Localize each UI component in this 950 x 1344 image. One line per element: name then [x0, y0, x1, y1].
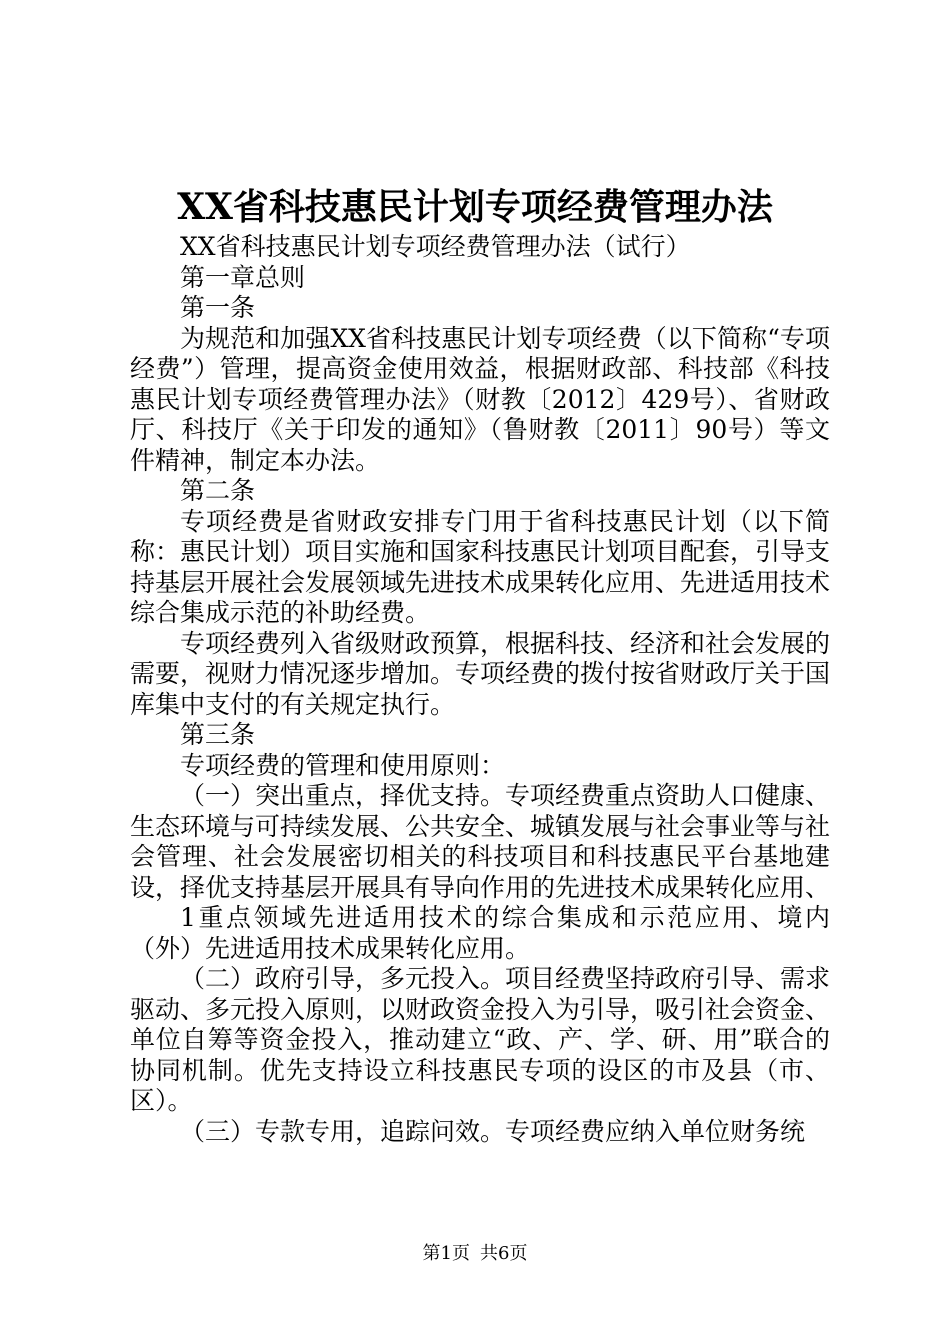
body-paragraph: 专项经费的管理和使用原则： [180, 750, 506, 780]
document-body [130, 232, 830, 1147]
body-paragraph: 1重点领域先进适用技术的综合集成和示范应用、境内（外）先进适用技术成果转化应用。 [130, 903, 830, 963]
body-paragraph: （三）专款专用，追踪问效。专项经费应纳入单位财务统 [180, 1116, 806, 1146]
article-heading: 第一条 [180, 293, 256, 322]
article-heading: 第二条 [180, 476, 256, 505]
page-number: 第1页 [422, 1243, 470, 1264]
body-paragraph: 为规范和加强XX省科技惠民计划专项经费（以下简称“专项经费”）管理，提高资金使用效益，根据财政部、科技部《科技惠民计划专项经费管理办法》（财教〔2012〕429号）、省财政厅、科技厅《关于印发的通知》（鲁财教〔2011〕90号）等文件精神，制定本办法。 [130, 323, 830, 475]
article-heading: 第三条 [180, 720, 256, 749]
body-paragraph: （一）突出重点，择优支持。专项经费重点资助人口健康、生态环境与可持续发展、公共安全、城镇发展与社会事业等与社会管理、社会发展密切相关的科技项目和科技惠民平台基地建设，择优支持基层开展具有导向作用的先进技术成果转化应用、 [130, 781, 831, 902]
page-title: XX省科技惠民计划专项经费管理办法 [177, 186, 773, 228]
page-footer [0, 1242, 950, 1266]
body-paragraph: （二）政府引导，多元投入。项目经费坚持政府引导、需求驱动、多元投入原则，以财政资金投入为引导，吸引社会资金、单位自筹等资金投入，推动建立“政、产、学、研、用”联合的协同机制。优先支持设立科技惠民专项的设区的市及县（市、区）。 [130, 964, 831, 1115]
body-paragraph: 专项经费是省财政安排专门用于省科技惠民计划（以下简称：惠民计划）项目实施和国家科技惠民计划项目配套，引导支持基层开展社会发展领域先进技术成果转化应用、先进适用技术综合集成示范的补助经费。 [130, 506, 831, 627]
body-paragraph: 专项经费列入省级财政预算，根据科技、经济和社会发展的需要，视财力情况逐步增加。专项经费的拨付按省财政厅关于国库集中支付的有关规定执行。 [130, 628, 831, 719]
page-total: 共6页 [480, 1243, 528, 1264]
subtitle-paragraph: XX省科技惠民计划专项经费管理办法（试行） [180, 232, 691, 261]
chapter-heading: 第一章总则 [180, 262, 306, 292]
